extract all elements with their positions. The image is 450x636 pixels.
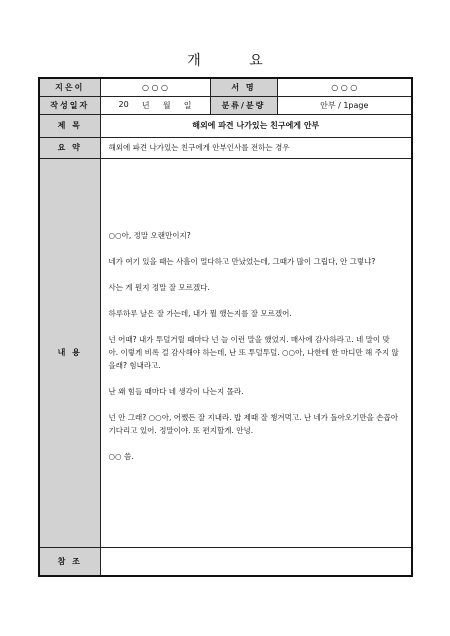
content-paragraph: ○○ 씀. [108,451,134,461]
date-month-unit: 월 [162,100,171,110]
category-value: 안부 / 1page [277,96,412,114]
signature-label: 서 명 [210,78,277,96]
author-label: 지은이 [39,78,100,96]
author-value: ○ ○ ○ [100,78,210,96]
subject-value: 해외에 파견 나가있는 친구에게 안부 [100,114,412,137]
date-day-unit: 일 [183,100,192,110]
date-year: 20 [118,99,129,109]
signature-value: ○ ○ ○ [277,78,412,96]
subject-label: 제 목 [39,114,100,137]
content-body [100,158,412,547]
date-value [100,96,210,114]
content-paragraph: 사는 게 뭔지 정말 잘 모르겠다. [108,282,210,292]
summary-form [38,77,413,577]
content-paragraph: 네가 여기 있을 때는 사흘이 멀다하고 만났었는데, 그때가 많이 그립다, 안 그렇냐? [108,256,376,266]
summary-label: 요 약 [39,137,100,158]
content-paragraph: 하루하루 날은 잘 가는데, 내가 뭘 했는지를 잘 모르겠어. [108,308,292,318]
summary-value: 해외에 파견 나가있는 친구에게 안부인사를 전하는 경우 [100,137,412,158]
reference-label: 참 조 [39,547,100,576]
document-title: 개 요 [187,53,285,69]
content-paragraph: 넌 어때? 내가 투덜거릴 때마다 넌 늘 이런 말을 했었지. 매사에 감사하라고. 네 말이 맞아. 이렇게 비록 걸 감사해야 하는데, 난 또 투덜투덜. ○○아, 나한테 한 마디만 해 주지 않을래? 힘내라고. [108,334,399,370]
content-paragraph: ○○아, 정말 오랜만이지? [108,230,191,240]
category-label: 분류/분량 [210,96,277,114]
content-paragraph: 넌 안 그래? ○○아, 어쨌든 잘 지내라. 밥 제때 잘 챙겨먹고. 난 네가 돌아오기만을 손꼽아 기다리고 있어. 정말이야. 또 편지할게. 안녕. [108,412,398,435]
content-paragraph: 난 왜 힘들 때마다 네 생각이 나는지 몰라. [108,386,244,396]
reference-value [100,547,412,576]
date-year-unit: 년 [141,100,150,110]
content-label: 내 용 [39,158,100,547]
date-label: 작성일자 [39,96,100,114]
